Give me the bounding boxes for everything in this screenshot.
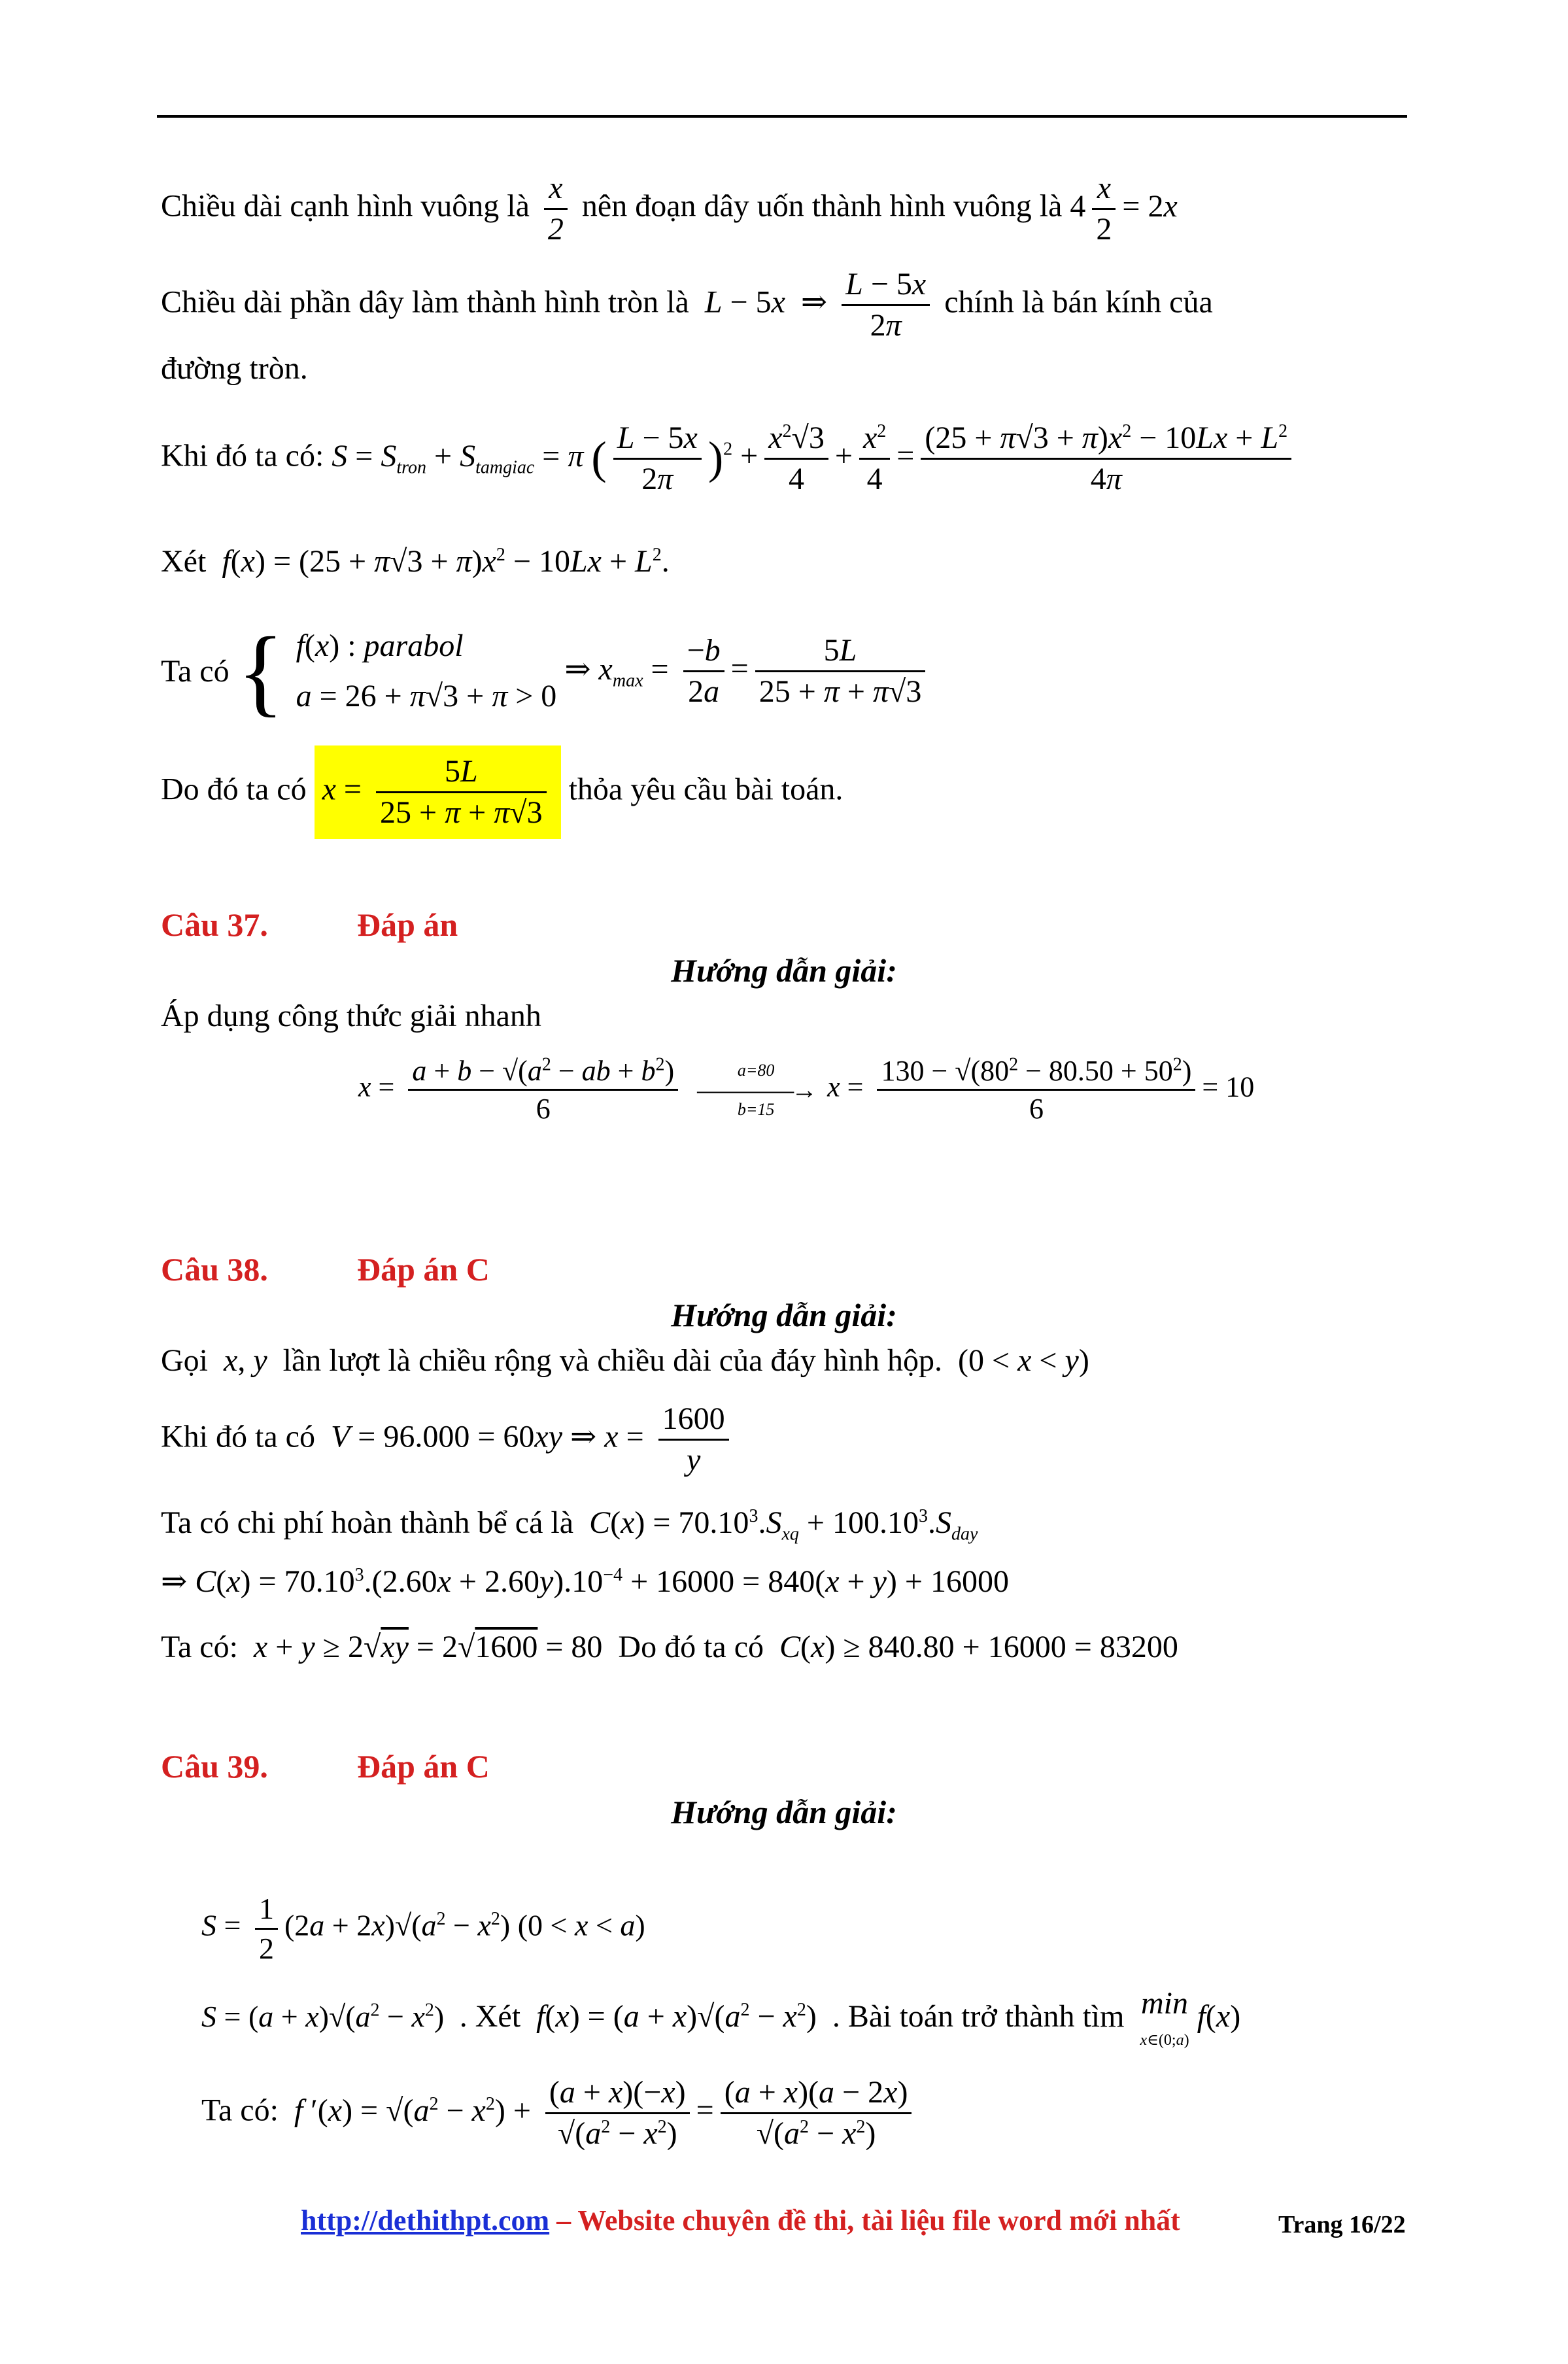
- question-39-line-2: $S = (a + x)√(a^2 - x^2)$ . Xét $f(x) = (a + x)√(a^2 - x^2)$ . Bài toán trở thành tìm min x∈(0;a) f(x): [201, 1986, 1241, 2049]
- text-line-1: Chiều dài cạnh hình vuông là $\frac{x}{2}$ nên đoạn dây uốn thành hình vuông là 4 $\frac{x}{2}$ = 2x: [161, 169, 1178, 249]
- text-line-2: Chiều dài phần dây làm thành hình tròn là L − 5x ⇒ $\frac{L - 5x}{2\pi}$ chính là bán kính của: [161, 265, 1213, 345]
- question-39-guide: Hướng dẫn giải:: [671, 1794, 897, 1830]
- text-line-3: đường tròn.: [161, 351, 308, 386]
- question-39-heading: Câu 39. Đáp án C: [161, 1748, 490, 1785]
- formula: f(x) : parabol a = 26 + π√3 + π > 0: [296, 628, 557, 713]
- header-rule: [157, 115, 1407, 118]
- page-number: Trang 16/22: [1278, 2211, 1406, 2238]
- question-37-formula: x = $\frac{a + b - √(a^2 - ab + b^2)}{6}$ a=80 ————→ b=15 x = $\frac{130 - √(80^2 - 80.50 + 50^2)}{6}$ = 10: [358, 1053, 1254, 1127]
- question-38-line-3: Ta có chi phí hoàn thành bể cá là $C(x) = 70.10^3.S_{xq} + 100.10^3.S_{day}$: [161, 1505, 978, 1545]
- formula: $\frac{x}{2}$: [544, 169, 568, 249]
- formula: L − 5x ⇒: [704, 284, 828, 320]
- footer-link[interactable]: http://dethithpt.com: [301, 2204, 550, 2236]
- question-38-heading: Câu 38. Đáp án C: [161, 1251, 490, 1288]
- formula: $S = S_{tron} + S_{tamgiac} = \pi$: [332, 438, 584, 478]
- text-line-4: Khi đó ta có: $S = S_{tron} + S_{tamgiac} = \pi$ ( $\frac{L - 5x}{2\pi}$ )$^2$ + $\frac{x^2√3}{4}$ + $\frac{x^2}{4}$ = $\frac{(25 + \pi√3 + \pi)x^2 - 10Lx + L^2}{4\pi}$: [161, 419, 1298, 499]
- text-line-7: Do đó ta có x = $\frac{5L}{25 + \pi + \pi√3}$ thỏa yêu cầu bài toán.: [161, 745, 843, 839]
- question-38-line-1: Gọi x, y lần lượt là chiều rộng và chiều dài của đáy hình hộp. (0 < x < y): [161, 1343, 1089, 1378]
- text-line-6: Ta có { f(x) : parabol a = 26 + π√3 + π > 0 ⇒ $x_{max}$ = $\frac{-b}{2a}$ = $\frac{5L}{25 + \pi + \pi√3}$: [161, 621, 932, 722]
- question-37-guide: Hướng dẫn giải:: [671, 952, 897, 989]
- footer: http://dethithpt.com – Website chuyên đề thi, tài liệu file word mới nhất: [301, 2204, 1180, 2236]
- question-39-line-3: Ta có: f $'(x) = √(a^2 - x^2)$ + $\frac{(a + x)(-x)}{√(a^2 - x^2)}$ = $\frac{(a + x)(a - 2x)}{√(a^2 - x^2)}$: [201, 2073, 918, 2153]
- highlighted-answer: x = $\frac{5L}{25 + \pi + \pi√3}$: [315, 745, 561, 839]
- formula: $f(x) = (25 + \pi√3 + \pi)x^2 - 10Lx + L^2$.: [222, 544, 670, 579]
- question-37-heading: Câu 37. Đáp án: [161, 906, 458, 943]
- question-38-line-2: Khi đó ta có V = 96.000 = 60xy ⇒ x = $\frac{1600}{y}$: [161, 1399, 736, 1480]
- question-38-guide: Hướng dẫn giải:: [671, 1297, 897, 1333]
- question-37-text: Áp dụng công thức giải nhanh: [161, 999, 541, 1033]
- question-39-line-1: S = $\frac{1}{2}$ $(2a + 2x)√(a^2 - x^2)$ (0 < x < a): [201, 1890, 645, 1967]
- formula: 4 $\frac{x}{2}$ = 2x: [1070, 189, 1177, 224]
- text-line-5: Xét $f(x) = (25 + \pi√3 + \pi)x^2 - 10Lx + L^2$.: [161, 544, 670, 579]
- question-38-line-4: ⇒ $C(x) = 70.10^3.(2.60x + 2.60y).10^{-4} + 16000 = 840(x + y) + 16000$: [161, 1564, 1009, 1599]
- question-38-line-5: Ta có: x + y ≥ 2√xy = 2√1600 = 80 Do đó ta có C(x) ≥ 840.80 + 16000 = 83200: [161, 1630, 1178, 1664]
- formula: $\frac{L - 5x}{2\pi}$: [842, 265, 930, 345]
